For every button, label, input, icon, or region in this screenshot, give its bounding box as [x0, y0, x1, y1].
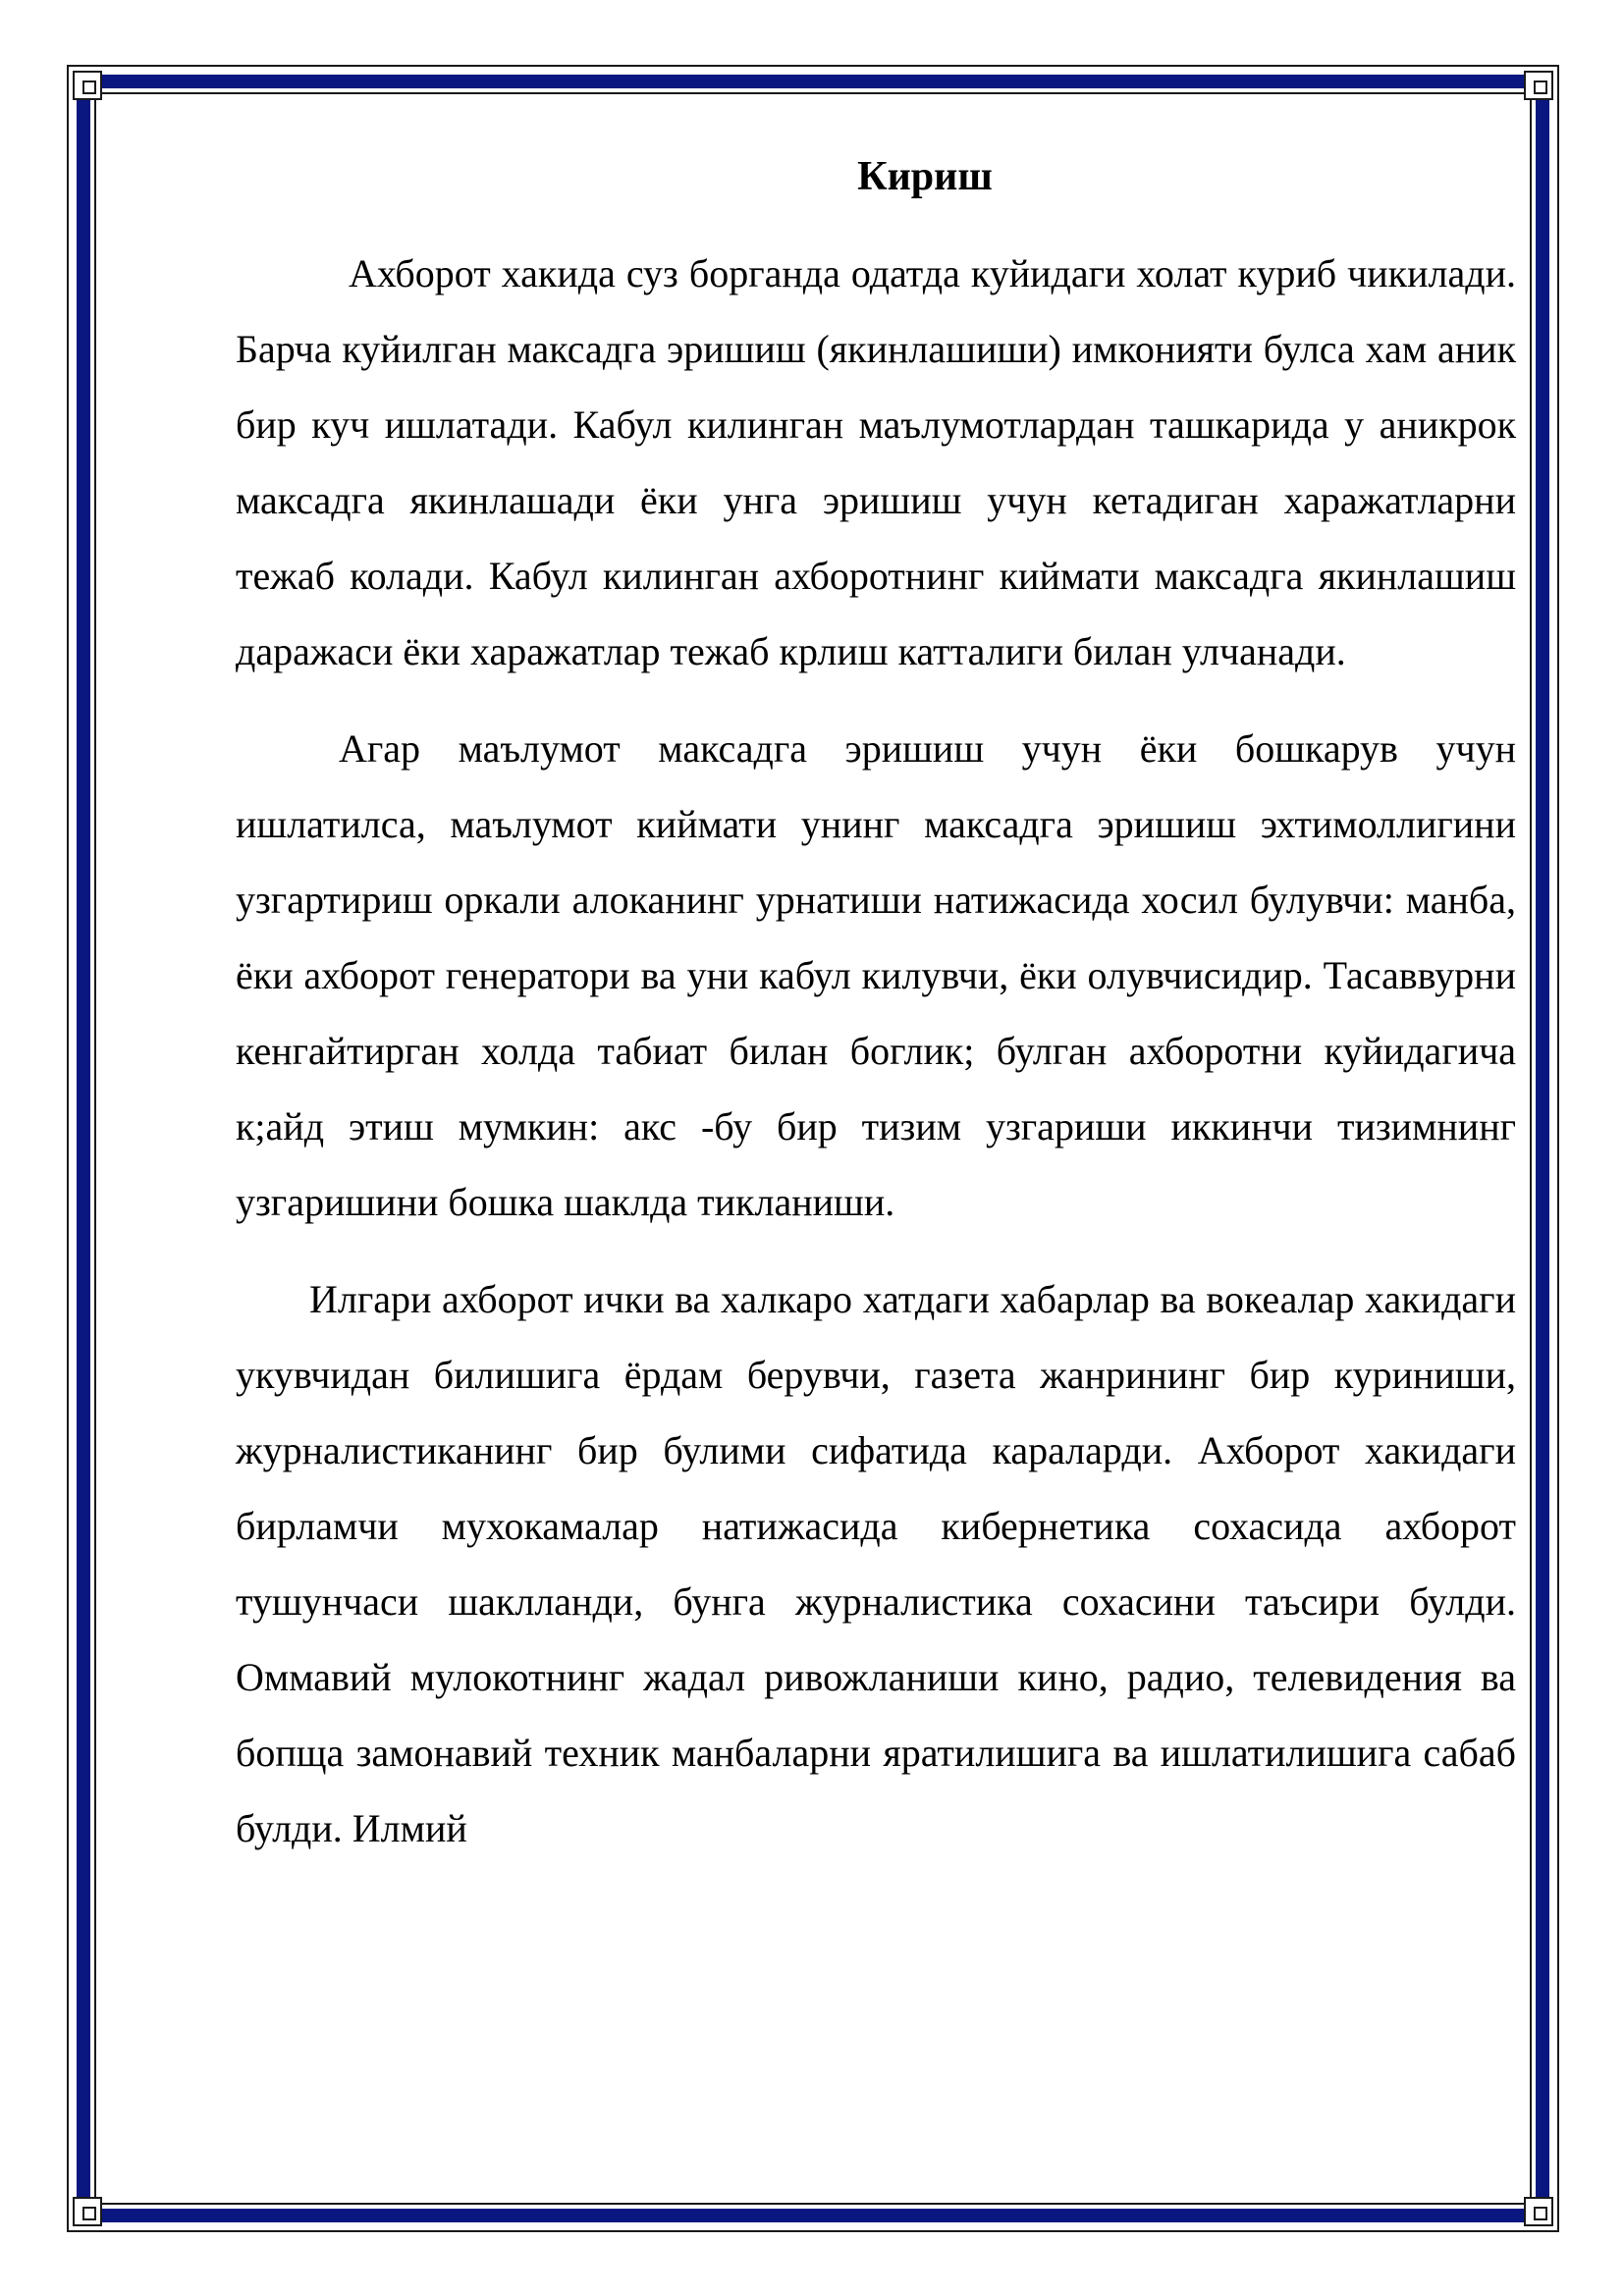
paragraph: Илгари ахборот ички ва халкаро хатдаги хабарлар ва вокеалар хакидаги укувчидан билишига ёрдам берувчи, газета жанрининг бир куриниши, журналистиканинг бир булими сифатида караларди. Ахборот хакидаги бирламчи мухокамалар натижасида кибернетика сохасида ахборот тушунчаси шаклланди, бунга журналистика сохасини таъсири булди. Оммавий мулокотнинг жадал ривожланиши кино, радио, телевидения ва бопща замонавий техник манбаларни яратилишига ва ишлатилишига сабаб булди. Илмий	[236, 1277, 1516, 1850]
document-body	[236, 147, 1516, 1866]
border-corner-ornament	[1524, 71, 1553, 100]
border-corner-ornament	[73, 2197, 102, 2226]
paragraph: Ахборот хакида суз борганда одатда куйидаги холат куриб чикилади. Барча куйилган максадга эришиш (якинлашиши) имконияти булса хам аник бир куч ишлатади. Кабул килинган маълумотлардан ташкарида у аникрок максадга якинлашади ёки унга эришиш учун кетадиган харажатларни тежаб колади. Кабул килинган ахборотнинг киймати максадга якинлашиш даражаси ёки харажатлар тежаб крлиш катталиги билан улчанади.	[236, 251, 1516, 673]
paragraph: Агар маълумот максадга эришиш учун ёки бошкарув учун ишлатилса, маълумот киймати унинг максадга эришиш эхтимоллигини узгартириш оркали алоканинг урнатиши натижасида хосил булувчи: манба, ёки ахборот генератори ва уни кабул килувчи, ёки олувчисидир. Тасаввурни кенгайтирган холда табиат билан боглик; булган ахборотни куйидагича к;айд этиш мумкин: акс -бу бир тизим узгариши иккинчи тизимнинг узгаришини бошка шаклда тикланиши.	[236, 726, 1516, 1224]
page-title: Кириш	[857, 154, 993, 199]
border-corner-ornament	[1524, 2197, 1553, 2226]
border-corner-ornament	[73, 71, 102, 100]
